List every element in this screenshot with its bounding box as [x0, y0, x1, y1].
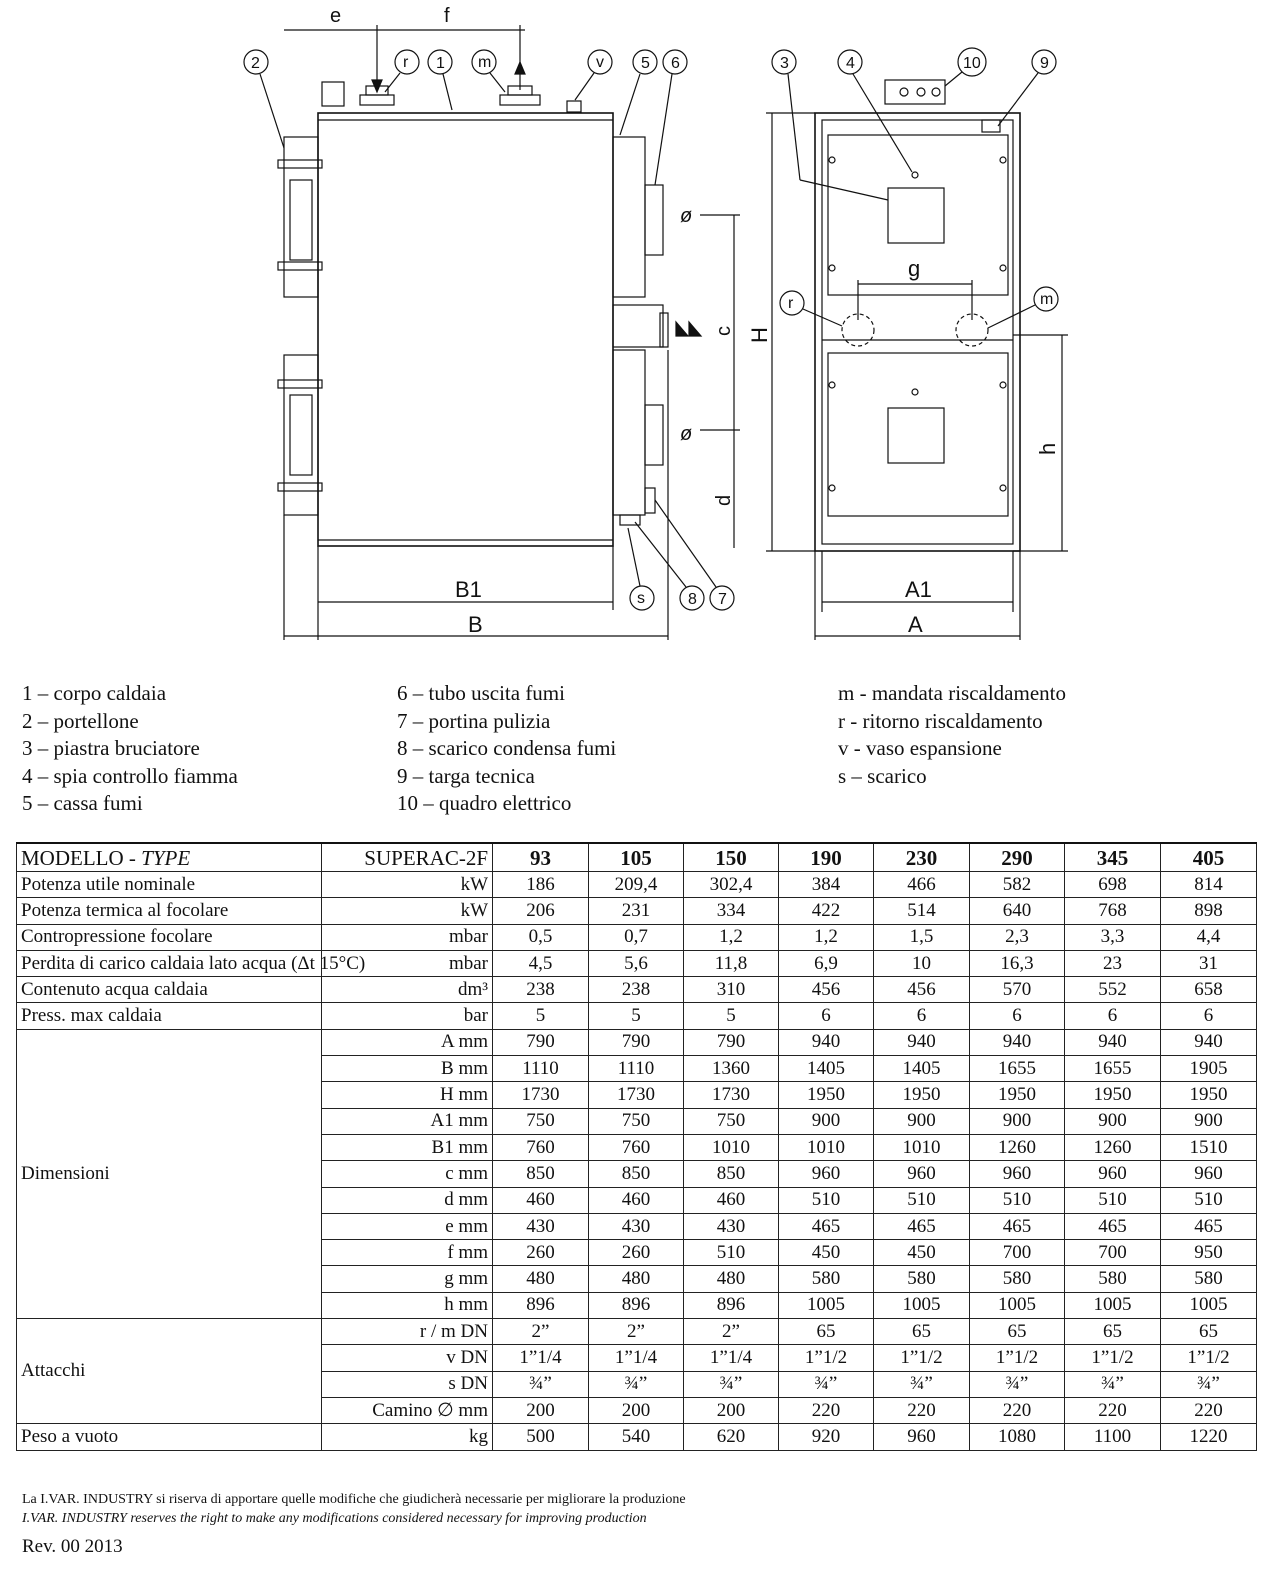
table-cell: 1730 [684, 1082, 779, 1108]
model-label-type: TYPE [141, 845, 191, 870]
legend-item: 5 – cassa fumi [22, 791, 143, 815]
callout-9 [998, 50, 1056, 126]
table-cell: 23 [1065, 950, 1161, 976]
table-cell: 850 [589, 1161, 684, 1187]
model-column-header: 190 [779, 843, 874, 872]
table-row [17, 1003, 1257, 1029]
legend-item: 6 – tubo uscita fumi [397, 681, 565, 705]
table-cell: ¾” [1065, 1371, 1161, 1397]
table-cell: 0,5 [493, 924, 589, 950]
table-cell: 2” [684, 1319, 779, 1345]
model-column-header: 93 [493, 843, 589, 872]
table-row [17, 1424, 1257, 1450]
table-row [17, 977, 1257, 1003]
table-cell: 814 [1161, 872, 1257, 898]
row-sublabel: e mm [322, 1213, 493, 1239]
table-cell: ¾” [684, 1371, 779, 1397]
table-cell: 65 [970, 1319, 1065, 1345]
table-cell: 900 [970, 1108, 1065, 1134]
table-cell: 1005 [779, 1292, 874, 1318]
table-cell: 3,3 [1065, 924, 1161, 950]
table-cell: 850 [684, 1161, 779, 1187]
svg-text:r: r [788, 295, 794, 312]
table-cell: 302,4 [684, 872, 779, 898]
table-cell: 580 [1065, 1266, 1161, 1292]
row-unit: kW [322, 898, 493, 924]
table-cell: 1”1/4 [493, 1345, 589, 1371]
table-cell: 334 [684, 898, 779, 924]
table-cell: 186 [493, 872, 589, 898]
callouts [244, 48, 1058, 610]
table-cell: 896 [684, 1292, 779, 1318]
table-cell: 460 [589, 1187, 684, 1213]
table-cell: 260 [589, 1240, 684, 1266]
callout-5 [620, 50, 657, 135]
dim-c: c [713, 326, 735, 336]
row-sublabel: g mm [322, 1266, 493, 1292]
callout-4 [838, 50, 912, 172]
table-cell: 4,5 [493, 950, 589, 976]
legend-col-1 [22, 680, 238, 818]
group-label: Attacchi [17, 1319, 322, 1424]
row-unit: mbar [322, 924, 493, 950]
table-cell: 220 [874, 1397, 970, 1423]
table-cell: 940 [1161, 1029, 1257, 1055]
table-cell: ¾” [874, 1371, 970, 1397]
table-cell: 1005 [970, 1292, 1065, 1318]
row-unit: kg [322, 1424, 493, 1450]
table-cell: 580 [874, 1266, 970, 1292]
table-row [17, 1029, 1257, 1055]
svg-text:1: 1 [436, 55, 445, 72]
model-label: MODELLO - [21, 845, 142, 870]
table-cell: 209,4 [589, 872, 684, 898]
row-sublabel: c mm [322, 1161, 493, 1187]
revision-label: Rev. 00 2013 [22, 1536, 123, 1557]
expansion-pipe-icon [676, 322, 701, 336]
table-cell: 11,8 [684, 950, 779, 976]
specifications-table [16, 842, 1257, 1451]
table-cell: 1110 [493, 1056, 589, 1082]
table-cell: 460 [493, 1187, 589, 1213]
table-cell: 750 [493, 1108, 589, 1134]
table-cell: 480 [684, 1266, 779, 1292]
table-cell: 510 [779, 1187, 874, 1213]
table-cell: 1950 [970, 1082, 1065, 1108]
table-cell: 580 [1161, 1266, 1257, 1292]
table-cell: ¾” [493, 1371, 589, 1397]
table-cell: 1950 [874, 1082, 970, 1108]
table-cell: 10 [874, 950, 970, 976]
table-cell: 580 [779, 1266, 874, 1292]
table-cell: 220 [970, 1397, 1065, 1423]
group-label: Dimensioni [17, 1029, 322, 1318]
svg-text:8: 8 [688, 591, 697, 608]
table-cell: 466 [874, 872, 970, 898]
table-cell: ¾” [779, 1371, 874, 1397]
row-sublabel: B1 mm [322, 1134, 493, 1160]
table-cell: 2” [589, 1319, 684, 1345]
table-cell: 896 [493, 1292, 589, 1318]
table-cell: 658 [1161, 977, 1257, 1003]
table-cell: 1510 [1161, 1134, 1257, 1160]
svg-text:v: v [596, 54, 604, 71]
legend-item: 9 – targa tecnica [397, 763, 535, 788]
row-sublabel: v DN [322, 1345, 493, 1371]
table-cell: 960 [874, 1161, 970, 1187]
table-cell: 580 [970, 1266, 1065, 1292]
row-sublabel: d mm [322, 1187, 493, 1213]
table-cell: 422 [779, 898, 874, 924]
row-sublabel: f mm [322, 1240, 493, 1266]
table-cell: 310 [684, 977, 779, 1003]
table-cell: 460 [684, 1187, 779, 1213]
legend-item: 8 – scarico condensa fumi [397, 736, 617, 760]
table-cell: 1”1/2 [779, 1345, 874, 1371]
row-unit: bar [322, 1003, 493, 1029]
table-cell: 1005 [1161, 1292, 1257, 1318]
svg-text:6: 6 [671, 55, 680, 72]
table-cell: 1,2 [779, 924, 874, 950]
legend-item: v - vaso espansione [838, 736, 1002, 760]
callout-2 [244, 50, 284, 148]
model-column-header: 150 [684, 843, 779, 872]
side-view [278, 5, 740, 640]
svg-text:10: 10 [963, 55, 981, 72]
table-cell: 260 [493, 1240, 589, 1266]
row-label: Contenuto acqua caldaia [17, 977, 322, 1003]
table-cell: 900 [874, 1108, 970, 1134]
table-cell: 1260 [970, 1134, 1065, 1160]
header-row [17, 843, 1257, 872]
dim-e: e [330, 5, 342, 27]
table-cell: 900 [779, 1108, 874, 1134]
table-cell: 582 [970, 872, 1065, 898]
table-cell: 1655 [1065, 1056, 1161, 1082]
table-cell: 920 [779, 1424, 874, 1450]
table-cell: 465 [1065, 1213, 1161, 1239]
table-cell: 940 [970, 1029, 1065, 1055]
table-cell: 790 [589, 1029, 684, 1055]
table-cell: 750 [684, 1108, 779, 1134]
table-cell: 220 [1161, 1397, 1257, 1423]
table-cell: 1”1/4 [589, 1345, 684, 1371]
svg-text:m: m [478, 54, 492, 71]
callout-8 [635, 522, 704, 610]
legend-item: 7 – portina pulizia [397, 708, 551, 733]
model-column-header: 105 [589, 843, 684, 872]
table-cell: 1730 [589, 1082, 684, 1108]
svg-text:9: 9 [1040, 55, 1049, 72]
table-cell: 220 [779, 1397, 874, 1423]
table-cell: 960 [1161, 1161, 1257, 1187]
row-label: Press. max caldaia [17, 1003, 322, 1029]
svg-text:m: m [1040, 291, 1054, 308]
table-cell: 1010 [874, 1134, 970, 1160]
table-cell: 510 [684, 1240, 779, 1266]
table-cell: 231 [589, 898, 684, 924]
table-cell: 960 [1065, 1161, 1161, 1187]
table-cell: 1950 [779, 1082, 874, 1108]
legend-item: r - ritorno riscaldamento [838, 708, 1043, 733]
series-name: SUPERAC-2F [322, 843, 493, 872]
table-cell: 5 [493, 1003, 589, 1029]
table-cell: 65 [1161, 1319, 1257, 1345]
callout-1 [428, 50, 452, 110]
table-cell: 480 [589, 1266, 684, 1292]
table-cell: 640 [970, 898, 1065, 924]
table-row [17, 924, 1257, 950]
table-cell: 960 [779, 1161, 874, 1187]
footer-note-it: La I.VAR. INDUSTRY si riserva di apportare quelle modifiche che giudicherà necessarie per migliorare la produzione [22, 1492, 686, 1507]
table-cell: 430 [589, 1213, 684, 1239]
table-cell: 1”1/2 [1065, 1345, 1161, 1371]
table-cell: 768 [1065, 898, 1161, 924]
table-cell: 790 [493, 1029, 589, 1055]
table-cell: 1”1/2 [874, 1345, 970, 1371]
table-cell: 510 [970, 1187, 1065, 1213]
legend-col-3 [838, 680, 1066, 790]
svg-text:r: r [403, 54, 409, 71]
row-unit: mbar [322, 950, 493, 976]
table-cell: 750 [589, 1108, 684, 1134]
dim-g: g [908, 256, 921, 281]
table-cell: 450 [874, 1240, 970, 1266]
model-column-header: 405 [1161, 843, 1257, 872]
table-cell: 1010 [779, 1134, 874, 1160]
legend-item: 1 – corpo caldaia [22, 681, 167, 705]
table-cell: 206 [493, 898, 589, 924]
row-unit: kW [322, 872, 493, 898]
table-cell: 456 [779, 977, 874, 1003]
svg-text:4: 4 [846, 55, 855, 72]
table-cell: 456 [874, 977, 970, 1003]
row-sublabel: B mm [322, 1056, 493, 1082]
table-cell: 900 [1161, 1108, 1257, 1134]
table-cell: 16,3 [970, 950, 1065, 976]
table-cell: 1655 [970, 1056, 1065, 1082]
row-sublabel: A mm [322, 1029, 493, 1055]
table-cell: 5 [684, 1003, 779, 1029]
dim-f: f [444, 5, 450, 27]
table-cell: 1100 [1065, 1424, 1161, 1450]
table-cell: 65 [874, 1319, 970, 1345]
table-cell: 6 [874, 1003, 970, 1029]
table-cell: 510 [1161, 1187, 1257, 1213]
model-column-header: 345 [1065, 843, 1161, 872]
table-cell: 1010 [684, 1134, 779, 1160]
table-cell: 940 [779, 1029, 874, 1055]
table-cell: ¾” [1161, 1371, 1257, 1397]
callout-r-front [780, 291, 842, 326]
table-cell: 760 [589, 1134, 684, 1160]
dim-A: A [908, 612, 923, 637]
table-cell: 480 [493, 1266, 589, 1292]
dim-h: h [1035, 442, 1060, 455]
svg-text:ø: ø [680, 423, 693, 445]
table-cell: 1950 [1161, 1082, 1257, 1108]
legend-item: m - mandata riscaldamento [838, 681, 1066, 705]
model-column-header: 290 [970, 843, 1065, 872]
dim-B1: B1 [455, 577, 482, 602]
callout-r [385, 50, 419, 92]
table-cell: 500 [493, 1424, 589, 1450]
row-label: Contropressione focolare [17, 924, 322, 950]
technical-drawing [0, 0, 1280, 660]
table-cell: 960 [874, 1424, 970, 1450]
table-cell: 200 [589, 1397, 684, 1423]
table-cell: 1”1/4 [684, 1345, 779, 1371]
table-cell: 1080 [970, 1424, 1065, 1450]
table-cell: 1110 [589, 1056, 684, 1082]
table-row [17, 950, 1257, 976]
table-cell: 430 [684, 1213, 779, 1239]
flue-diameter-symbol: ø [680, 205, 693, 227]
svg-text:3: 3 [780, 55, 789, 72]
legend-item: 10 – quadro elettrico [397, 791, 572, 815]
row-sublabel: Camino ∅ mm [322, 1397, 493, 1423]
legend-item: 4 – spia controllo fiamma [22, 763, 238, 788]
table-cell: 1005 [874, 1292, 970, 1318]
callout-10 [945, 48, 986, 86]
table-cell: 4,4 [1161, 924, 1257, 950]
table-cell: 620 [684, 1424, 779, 1450]
table-cell: 1905 [1161, 1056, 1257, 1082]
table-cell: 1405 [779, 1056, 874, 1082]
svg-text:7: 7 [718, 591, 727, 608]
legend-item: 3 – piastra bruciatore [22, 736, 200, 760]
table-cell: 450 [779, 1240, 874, 1266]
table-cell: 200 [493, 1397, 589, 1423]
row-label: Potenza termica al focolare [17, 898, 322, 924]
table-cell: 790 [684, 1029, 779, 1055]
table-cell: 200 [684, 1397, 779, 1423]
legend-item: s – scarico [838, 763, 927, 788]
table-cell: ¾” [970, 1371, 1065, 1397]
dim-d: d [713, 494, 735, 506]
row-sublabel: s DN [322, 1371, 493, 1397]
table-cell: 1950 [1065, 1082, 1161, 1108]
table-cell: 238 [493, 977, 589, 1003]
row-sublabel: A1 mm [322, 1108, 493, 1134]
row-sublabel: h mm [322, 1292, 493, 1318]
table-cell: 384 [779, 872, 874, 898]
table-cell: 465 [874, 1213, 970, 1239]
table-cell: 940 [874, 1029, 970, 1055]
row-sublabel: H mm [322, 1082, 493, 1108]
table-cell: 31 [1161, 950, 1257, 976]
callout-6 [655, 50, 687, 185]
table-cell: 1360 [684, 1056, 779, 1082]
svg-text:s: s [637, 590, 645, 607]
legend-item: 2 – portellone [22, 708, 139, 733]
table-cell: 430 [493, 1213, 589, 1239]
table-cell: 700 [1065, 1240, 1161, 1266]
table-cell: 898 [1161, 898, 1257, 924]
table-cell: 2” [493, 1319, 589, 1345]
callout-m [472, 50, 505, 92]
table-cell: 950 [1161, 1240, 1257, 1266]
row-label: Potenza utile nominale [17, 872, 322, 898]
callout-m-front [988, 287, 1058, 328]
dim-H: H [747, 327, 772, 343]
row-label: Peso a vuoto [17, 1424, 322, 1450]
table-cell: 2,3 [970, 924, 1065, 950]
row-label: Perdita di carico caldaia lato acqua (Δt 15°C) [17, 950, 322, 976]
callout-v [575, 50, 612, 100]
table-cell: 1,2 [684, 924, 779, 950]
svg-text:2: 2 [251, 55, 260, 72]
table-cell: 6 [1065, 1003, 1161, 1029]
model-column-header: 230 [874, 843, 970, 872]
table-cell: 700 [970, 1240, 1065, 1266]
table-cell: 5 [589, 1003, 684, 1029]
table-cell: 1”1/2 [1161, 1345, 1257, 1371]
table-cell: 220 [1065, 1397, 1161, 1423]
table-cell: 1730 [493, 1082, 589, 1108]
table-cell: ¾” [589, 1371, 684, 1397]
dim-A1: A1 [905, 577, 932, 602]
table-cell: 1005 [1065, 1292, 1161, 1318]
table-cell: 760 [493, 1134, 589, 1160]
table-row [17, 898, 1257, 924]
table-cell: 940 [1065, 1029, 1161, 1055]
footer-note-en: I.VAR. INDUSTRY reserves the right to make any modifications considered necessary for improving production [22, 1511, 647, 1526]
table-cell: 900 [1065, 1108, 1161, 1134]
table-cell: 850 [493, 1161, 589, 1187]
table-cell: 1220 [1161, 1424, 1257, 1450]
legend-col-2 [397, 680, 616, 818]
table-cell: 6,9 [779, 950, 874, 976]
table-cell: 1260 [1065, 1134, 1161, 1160]
table-cell: 960 [970, 1161, 1065, 1187]
table-cell: 570 [970, 977, 1065, 1003]
table-cell: 510 [1065, 1187, 1161, 1213]
table-cell: 465 [1161, 1213, 1257, 1239]
table-cell: 896 [589, 1292, 684, 1318]
row-sublabel: r / m DN [322, 1319, 493, 1345]
table-cell: 465 [779, 1213, 874, 1239]
table-cell: 6 [779, 1003, 874, 1029]
dim-B: B [468, 612, 483, 637]
table-cell: 540 [589, 1424, 684, 1450]
table-row [17, 1319, 1257, 1345]
table-cell: 6 [970, 1003, 1065, 1029]
table-cell: 552 [1065, 977, 1161, 1003]
table-cell: 510 [874, 1187, 970, 1213]
table-cell: 5,6 [589, 950, 684, 976]
table-cell: 1,5 [874, 924, 970, 950]
table-cell: 1405 [874, 1056, 970, 1082]
table-cell: 65 [1065, 1319, 1161, 1345]
table-cell: 1”1/2 [970, 1345, 1065, 1371]
table-row [17, 872, 1257, 898]
table-cell: 514 [874, 898, 970, 924]
row-unit: dm³ [322, 977, 493, 1003]
table-cell: 6 [1161, 1003, 1257, 1029]
table-cell: 698 [1065, 872, 1161, 898]
table-cell: 0,7 [589, 924, 684, 950]
model-label-cell [17, 843, 322, 872]
svg-text:5: 5 [641, 55, 650, 72]
table-cell: 238 [589, 977, 684, 1003]
table-cell: 465 [970, 1213, 1065, 1239]
table-cell: 65 [779, 1319, 874, 1345]
callout-3 [772, 50, 888, 200]
